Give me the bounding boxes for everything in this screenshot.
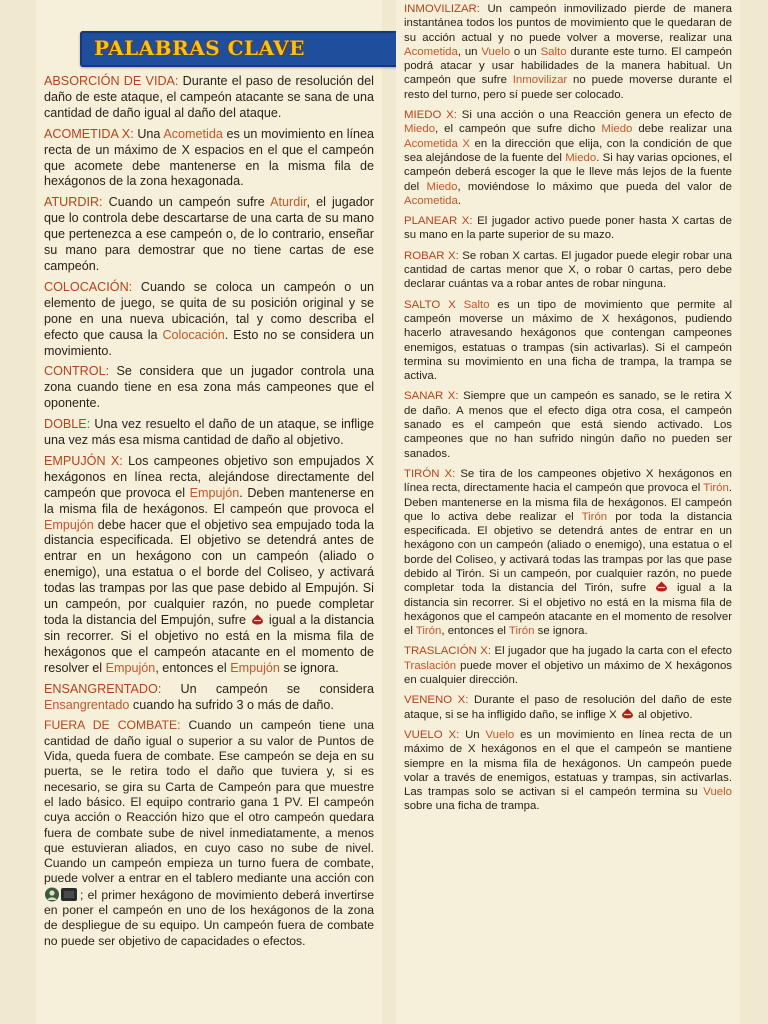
entry-text: Cuando un campeón tiene una cantidad de daño igual o superior a su valor de Puntos de Vida, queda fuera de combate. Ese campeón se deja en su puerta, se le retira todo el daño que tuviera y, si es necesario, se gira su Carta de Campeón para que muestre el lado básico. El equipo contrario gana 1 PV. El campeón cuya acción o Reacción hizo que el otro campeón quedara fuera de combate sube de nivel inmediatamente, a menos que estuvieran aliados, en cuyo caso no sube de nivel. Cuando un campeón empieza un turno fuera de combate, puede volver a entrar en el tablero mediante una acción con bbox=[44, 718, 374, 886]
entry-planear bbox=[404, 214, 732, 243]
entry-sanar bbox=[404, 389, 732, 460]
right-column bbox=[396, 0, 740, 1024]
entry-text: es un movimiento en línea recta de un máximo de X hexágonos en el que el campeón se mantiene siempre en la misma fila de hexágonos. Un campeón puede volar a través de enemigos, estatuas y trampas, sin activarlas. Las trampas solo se activan si el campeón termina su bbox=[404, 728, 732, 799]
term-label: ABSORCIÓN DE VIDA: bbox=[44, 74, 179, 88]
entry-text: puede mover el objetivo un máximo de X hexágonos en cualquier dirección. bbox=[404, 659, 732, 687]
keyword-ref: Tirón bbox=[508, 625, 535, 638]
entry-text: cuando ha sufrido 3 o más de daño. bbox=[129, 697, 334, 712]
keyword-ref: Empujón bbox=[189, 485, 240, 500]
entry-text: Cuando se coloca un campeón o un elemento de juego, se quita de su posición original y se pone en una nueva ubicación, tal y como describa el efecto que causa la bbox=[44, 279, 374, 342]
entry-text: sobre una ficha de trampa. bbox=[404, 800, 540, 813]
entry-text: Se tira de los campeones objetivo X hexágonos en línea recta, directamente hacia el campeón que provoca el bbox=[404, 467, 732, 495]
entry-text: , el jugador que lo controla debe descartarse de una carta de su mano que pertenezca a ese campeón o, de lo contrario, enseñar su mano para demostrar que no tiene cartas de ese campeón. bbox=[44, 195, 375, 273]
entry-text: . Si hay varias opciones, el campeón deberá escoger la que le lleve más lejos de la fuente del bbox=[404, 151, 732, 193]
entry-text: en la dirección que elija, con la condición de que sea alejándose de la fuente del bbox=[404, 137, 732, 164]
entry-text: . Deben mantenerse en la misma fila de hexágonos. El campeón que provoca el bbox=[44, 485, 375, 516]
blood-drop-icon bbox=[251, 614, 264, 625]
entry-text: Una vez resuelto el daño de un ataque, se inflige una vez más esa misma cantidad de daño al objetivo. bbox=[44, 417, 374, 448]
entry-robar bbox=[404, 249, 732, 292]
entry-text: . Esto no se considera un movimiento. bbox=[44, 327, 374, 358]
section-banner bbox=[80, 31, 408, 67]
entry-text: es un tipo de movimiento que permite al campeón moverse un máximo de X hexágonos, pudiendo hacerlo atravesando hexágonos que contengan campeones enemigos, estatuas o trampas (sin activarlas). Si el campeón termina su movimiento en una ficha de trampa, la trampa se activa. bbox=[404, 298, 732, 383]
keyword-ref: Vuelo bbox=[481, 45, 511, 58]
entry-text: Un campeón inmovilizado pierde de manera instantánea todos los puntos de movimiento que le quedaran de su acción actual y no puede volver a moverse, realizar una bbox=[404, 3, 732, 44]
keyword-ref: Acometida bbox=[404, 194, 458, 207]
entry-text: ; el primer hexágono de movimiento deberá invertirse en poner el campeón en uno de los hexágonos de la zona de despliegue de su equipo. Un campeón fuera de combate no puede ser objetivo de capacidades o efectos. bbox=[44, 887, 374, 948]
entry-tiron bbox=[404, 467, 732, 639]
entry-text: , moviéndose lo máximo que pueda del valor de bbox=[457, 180, 732, 193]
entry-text: Un bbox=[459, 728, 486, 741]
entry-colocacion bbox=[44, 280, 374, 360]
keyword-ref: Tirón bbox=[581, 510, 608, 523]
entry-text: . bbox=[457, 194, 461, 207]
keyword-ref: Empujón bbox=[105, 660, 156, 675]
entry-text: , entonces el bbox=[155, 660, 231, 675]
entry-text: El jugador que ha jugado la carta con el efecto bbox=[491, 645, 733, 658]
entry-text: se ignora. bbox=[279, 660, 339, 675]
keyword-ref: Inmovilizar bbox=[512, 74, 568, 87]
entry-aturdir bbox=[44, 195, 374, 275]
entry-traslacion bbox=[404, 644, 732, 687]
term-label: TIRÓN X: bbox=[404, 467, 456, 480]
term-label: PLANEAR X: bbox=[404, 215, 473, 228]
keyword-ref: Tirón bbox=[415, 625, 442, 638]
entry-text: debe hacer que el objetivo sea empujado toda la distancia especificada. El objetivo se detendrá antes de entrar en un hexágono con un campeón (aliado o enemigo), una estatua o el borde del Coliseo, y activará todas las trampas por las que pase debido al Empujón. Si un campeón, por cualquier razón, no puede completar toda la distancia del Empujón, sufre bbox=[44, 517, 374, 627]
keyword-ref: Colocación bbox=[162, 327, 225, 342]
entry-text: , un bbox=[457, 45, 482, 58]
entry-inmovilizar bbox=[404, 2, 732, 102]
entry-text: al objetivo. bbox=[634, 708, 693, 721]
entry-text: debe realizar una bbox=[632, 123, 732, 136]
term-label: FUERA DE COMBATE: bbox=[44, 718, 181, 733]
entry-absorcion bbox=[44, 74, 374, 122]
entry-text: El jugador activo puede poner hasta X cartas de su mano en la parte superior de su mazo. bbox=[404, 215, 732, 242]
entry-veneno bbox=[404, 693, 732, 722]
term-label: MIEDO X: bbox=[404, 109, 457, 122]
keyword-ref: Salto bbox=[455, 298, 490, 311]
entry-control bbox=[44, 364, 374, 412]
entry-text: se ignora. bbox=[534, 625, 588, 638]
term-label: TRASLACIÓN X: bbox=[404, 645, 492, 658]
term-label: EMPUJÓN X: bbox=[44, 453, 123, 468]
entry-text: por toda la distancia especificada. El objetivo se detendrá antes de entrar en un hexágono con un campeón (aliado o enemigo), una estatua o el borde del Coliseo, y activará todas las trampas por las que pase debido al Tirón. Si un campeón, por cualquier razón, no puede completar toda la distancia del Tirón, sufre bbox=[404, 510, 732, 595]
entry-text: , entonces el bbox=[441, 625, 509, 638]
left-column bbox=[36, 0, 382, 1024]
keyword-ref: Salto bbox=[540, 45, 567, 58]
entry-doble bbox=[44, 417, 374, 449]
entry-vuelo bbox=[404, 728, 732, 814]
term-label: SANAR X: bbox=[404, 390, 459, 403]
keyword-ref: Ensangrentado bbox=[44, 697, 130, 712]
keyword-ref: Acometida X bbox=[404, 137, 470, 150]
keyword-ref: Vuelo bbox=[485, 728, 515, 741]
entry-miedo bbox=[404, 108, 732, 208]
knocked-out-icon bbox=[44, 887, 80, 902]
keyword-ref: Empujón bbox=[230, 660, 280, 675]
entry-text: Cuando un campeón sufre bbox=[102, 195, 271, 210]
entry-text: igual a la distancia sin recorrer. Si el objetivo no está en la misma fila de hexágonos que el campeón atacante en el momento de resolver el bbox=[44, 613, 374, 675]
entry-text: Se roban X cartas. El jugador puede elegir robar una cantidad de cartas menor que X, o robar 0 cartas, pero debe declarar cuántas va a robar antes de robar ninguna. bbox=[404, 249, 732, 291]
entry-text: no puede moverse durante el resto del turno, pero sí puede ser colocado. bbox=[404, 74, 733, 101]
entry-text: , el campeón que sufre dicho bbox=[435, 123, 602, 136]
entry-text: es un movimiento en línea recta de un máximo de X espacios en el que el campeón que acomete debe mantenerse en la misma fila de hexágonos de la zona hexagonada. bbox=[44, 126, 375, 189]
keyword-ref: Acometida bbox=[163, 126, 223, 141]
entry-fuera-de-combate bbox=[44, 718, 374, 948]
keyword-ref: Acometida bbox=[404, 45, 458, 58]
blood-drop-icon bbox=[655, 581, 668, 592]
term-label: ACOMETIDA X: bbox=[44, 126, 134, 141]
entry-acometida bbox=[44, 127, 374, 191]
term-label: VENENO X: bbox=[404, 694, 469, 707]
entry-text: . Deben mantenerse en la misma fila de hexágonos. El campeón que lo activa debe realizar el bbox=[404, 482, 732, 523]
entry-text: durante este turno. El campeón podrá atacar y usar habilidades de la manera habitual. Un campeón que sufre bbox=[404, 45, 732, 87]
entry-text: Una bbox=[133, 126, 164, 141]
keyword-ref: Empujón bbox=[44, 517, 94, 532]
keyword-ref: Vuelo bbox=[703, 786, 732, 799]
keyword-ref: Tirón bbox=[703, 482, 729, 495]
entry-ensangrentado bbox=[44, 682, 374, 714]
entry-text: Se considera que un jugador controla una zona cuando tiene en esa zona más campeones que el oponente. bbox=[44, 364, 374, 411]
keyword-ref: Aturdir bbox=[270, 195, 307, 210]
page-title: PALABRAS CLAVE bbox=[94, 36, 305, 60]
entry-text: Un campeón se considera bbox=[161, 681, 374, 696]
keyword-ref: Miedo bbox=[565, 151, 597, 164]
entry-text: Si una acción o una Reacción genera un efecto de bbox=[456, 109, 732, 122]
entry-text: Siempre que un campeón es sanado, se le retira X de daño. A menos que el efecto diga otra cosa, el campeón sanado es el campeón que está siendo activado. Los campeones que no han sufrido ningún daño no pueden ser sanados. bbox=[404, 390, 733, 460]
term-label: SALTO X bbox=[404, 298, 456, 311]
entry-text: Durante el paso de resolución del daño de este ataque, si se ha infligido daño, se inflige X bbox=[404, 694, 732, 721]
entry-text: Durante el paso de resolución del daño de este ataque, el campeón atacante se sana de una cantidad de daño igual al daño del ataque. bbox=[44, 74, 374, 120]
keyword-ref: Traslación bbox=[404, 659, 457, 672]
entry-salto bbox=[404, 298, 732, 384]
term-label: COLOCACIÓN: bbox=[44, 279, 133, 294]
term-label: CONTROL: bbox=[44, 364, 110, 379]
term-label: ROBAR X: bbox=[404, 249, 459, 262]
keyword-ref: Miedo bbox=[426, 180, 458, 193]
entry-text: o un bbox=[510, 45, 541, 58]
entry-text: igual a la distancia sin recorrer. Si el objetivo no está en la misma fila de hexágonos que el campeón atacante en el momento de resolver el bbox=[404, 582, 733, 638]
keyword-ref: Miedo bbox=[404, 123, 436, 136]
term-label: INMOVILIZAR: bbox=[404, 3, 480, 15]
term-label: DOBLE: bbox=[44, 417, 91, 432]
term-label: VUELO X: bbox=[404, 728, 460, 741]
term-label: ATURDIR: bbox=[44, 195, 103, 210]
term-label: ENSANGRENTADO: bbox=[44, 681, 162, 696]
blood-drop-icon bbox=[621, 708, 634, 719]
entry-text: Los campeones objetivo son empujados X hexágonos en línea recta, alejándose directamente del campeón que provoca el bbox=[44, 453, 374, 500]
entry-empujon bbox=[44, 454, 374, 677]
keyword-ref: Miedo bbox=[601, 123, 633, 136]
